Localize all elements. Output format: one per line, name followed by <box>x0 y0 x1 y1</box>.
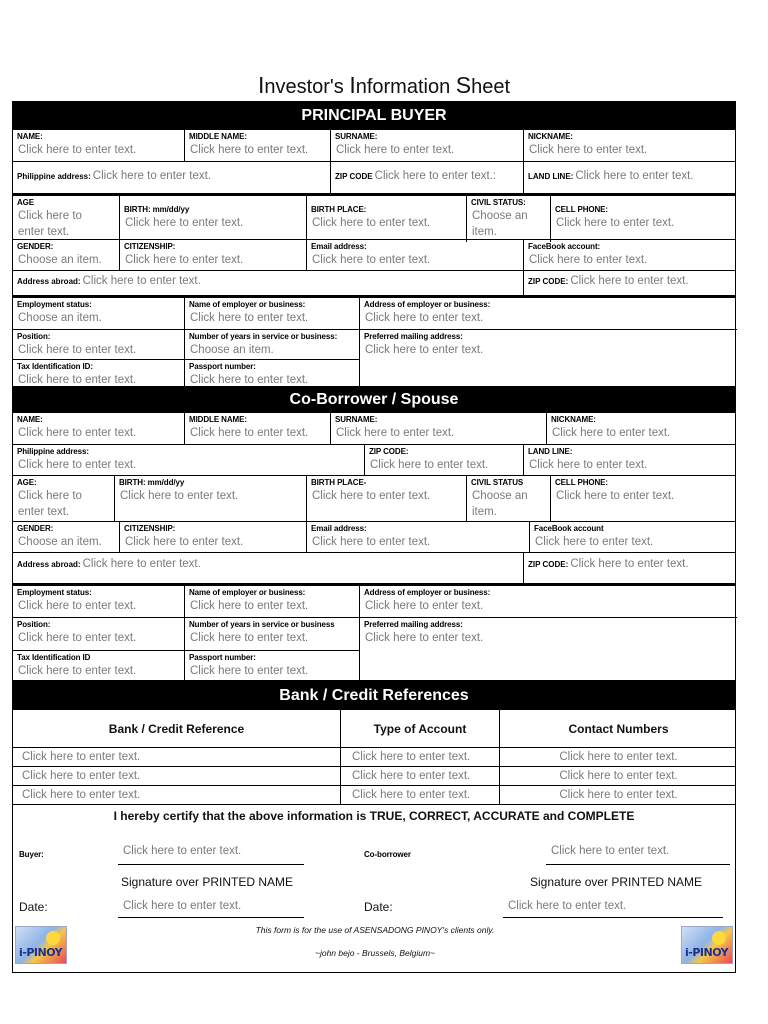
bank-type-input[interactable]: Click here to enter text. <box>340 748 499 767</box>
cb-nickname-field[interactable]: NICKNAME: Click here to enter text. <box>546 413 737 445</box>
bank-reference-input[interactable]: Click here to enter text. <box>22 789 141 801</box>
buyer-label: Buyer: <box>19 850 44 859</box>
pb-row-address <box>13 162 735 194</box>
bank-contact-input[interactable]: Click here to enter text. <box>499 748 737 767</box>
cb-name-field[interactable]: NAME: Click here to enter text. <box>17 415 137 439</box>
footer-note: This form is for the use of ASENSADONG PINOY's clients only. <box>255 925 495 935</box>
cb-birthplace-field[interactable]: BIRTH PLACE- Click here to enter text. <box>306 476 466 522</box>
cb-facebook-field[interactable]: FaceBook account Click here to enter text. <box>529 522 737 553</box>
cb-row-birth <box>13 476 735 522</box>
cb-years-field[interactable]: Number of years in service or business Click here to enter text. <box>184 617 359 650</box>
pb-citizenship-field[interactable]: CITIZENSHIP: Click here to enter text. <box>119 240 306 271</box>
bank-col-header-type: Type of Account <box>340 710 499 748</box>
cb-landline-field[interactable]: LAND LINE: Click here to enter text. <box>523 445 737 476</box>
buyer-date-input[interactable]: Click here to enter text. <box>118 898 304 918</box>
certification-statement: I hereby certify that the above information is TRUE, CORRECT, ACCURATE and COMPLETE <box>113 809 635 823</box>
bank-type-input[interactable]: Click here to enter text. <box>340 786 499 805</box>
buyer-signature-caption: Signature over PRINTED NAME <box>121 875 294 889</box>
coborrower-date-label: Date: <box>364 900 393 914</box>
pb-middle-name-field[interactable]: MIDDLE NAME: Click here to enter text. <box>184 130 330 162</box>
pb-employer-name-field[interactable]: Name of employer or business: Click here to enter text. <box>184 298 359 329</box>
coborrower-name-input[interactable]: Click here to enter text. <box>546 843 730 865</box>
pb-abroad-zip-field[interactable]: ZIP CODE: Click here to enter text. <box>523 271 737 296</box>
pb-passport-field[interactable]: Passport number: Click here to enter text. <box>184 359 359 389</box>
cb-abroad-zip-field[interactable]: ZIP CODE: Click here to enter text. <box>523 553 737 584</box>
cb-cell-phone-field[interactable]: CELL PHONE: Click here to enter text. <box>550 476 737 522</box>
page-title: Investor's Information Sheet <box>257 72 511 98</box>
cb-civil-status-select[interactable]: CIVIL STATUS Choose an item. <box>466 476 550 522</box>
bank-col-header-reference: Bank / Credit Reference <box>108 722 245 736</box>
asensadong-pinoy-logo-left: i-PINOY <box>15 926 67 964</box>
cb-row-contact <box>13 522 735 553</box>
cb-row-employment <box>13 584 735 681</box>
pb-row-abroad <box>13 271 735 296</box>
bank-col-header-contact: Contact Numbers <box>499 710 737 748</box>
cb-row-address <box>13 445 735 476</box>
asensadong-pinoy-logo-right: i-PINOY <box>681 926 733 964</box>
cb-mailing-address-field[interactable]: Preferred mailing address: Click here to enter text. <box>359 617 737 683</box>
cb-address-field[interactable]: Philippine address: Click here to enter text. <box>17 447 137 471</box>
cb-zip-field[interactable]: ZIP CODE: Click here to enter text. <box>364 445 523 476</box>
pb-row-birth <box>13 194 735 240</box>
buyer-name-input[interactable]: Click here to enter text. <box>118 843 304 865</box>
bank-row <box>13 767 735 786</box>
cb-row-names <box>13 413 735 445</box>
co-borrower-heading: Co-Borrower / Spouse <box>13 387 735 413</box>
cb-employer-address-field[interactable]: Address of employer or business: Click here to enter text. <box>359 586 737 617</box>
principal-buyer-heading: PRINCIPAL BUYER <box>13 102 735 130</box>
cb-tin-field[interactable]: Tax Identification ID Click here to enter text. <box>13 650 184 683</box>
pb-email-field[interactable]: Email address: Click here to enter text. <box>306 240 523 271</box>
cb-email-field[interactable]: Email address: Click here to enter text. <box>306 522 529 553</box>
cb-citizenship-field[interactable]: CITIZENSHIP: Click here to enter text. <box>119 522 306 553</box>
coborrower-label: Co-borrower <box>364 850 411 859</box>
cb-passport-field[interactable]: Passport number: Click here to enter text. <box>184 650 359 683</box>
pb-address-field[interactable]: Philippine address: Click here to enter text. <box>17 170 212 182</box>
coborrower-date-input[interactable]: Click here to enter text. <box>503 898 723 918</box>
buyer-date-label: Date: <box>19 900 48 914</box>
pb-cell-phone-field[interactable]: CELL PHONE: Click here to enter text. <box>550 196 737 242</box>
cb-birth-field[interactable]: BIRTH: mm/dd/yy Click here to enter text. <box>114 476 306 522</box>
pb-position-field[interactable]: Position: Click here to enter text. <box>13 329 184 359</box>
bank-references-heading: Bank / Credit References <box>13 681 735 710</box>
pb-surname-field[interactable]: SURNAME: Click here to enter text. <box>330 130 523 162</box>
cb-surname-field[interactable]: SURNAME: Click here to enter text. <box>330 413 546 445</box>
cb-middle-name-field[interactable]: MIDDLE NAME: Click here to enter text. <box>184 413 330 445</box>
pb-employer-address-field[interactable]: Address of employer or business: Click here to enter text. <box>359 298 737 329</box>
bank-header-row <box>13 710 735 748</box>
pb-birthplace-field[interactable]: BIRTH PLACE: Click here to enter text. <box>306 196 466 242</box>
pb-tin-field[interactable]: Tax Identification ID: Click here to enter text. <box>13 359 184 389</box>
cb-row-abroad <box>13 553 735 584</box>
pb-birth-field[interactable]: BIRTH: mm/dd/yy Click here to enter text. <box>119 196 306 242</box>
pb-landline-field[interactable]: LAND LINE: Click here to enter text. <box>523 162 737 194</box>
pb-facebook-field[interactable]: FaceBook account: Click here to enter text. <box>523 240 737 271</box>
bank-row <box>13 748 735 767</box>
cb-employment-status-field[interactable]: Employment status: Click here to enter text. <box>17 588 137 612</box>
cb-position-field[interactable]: Position: Click here to enter text. <box>13 617 184 650</box>
pb-civil-status-select[interactable]: CIVIL STATUS: Choose an item. <box>466 196 550 242</box>
cb-age-field[interactable]: AGE: Click here to enter text. <box>17 478 82 518</box>
pb-years-select[interactable]: Number of years in service or business: Choose an item. <box>184 329 359 359</box>
bank-row <box>13 786 735 805</box>
bank-contact-input[interactable]: Click here to enter text. <box>499 767 737 786</box>
pb-row-names <box>13 130 735 162</box>
cb-address-abroad-field[interactable]: Address abroad: Click here to enter text. <box>17 558 201 570</box>
cb-employer-name-field[interactable]: Name of employer or business: Click here to enter text. <box>184 586 359 617</box>
bank-type-input[interactable]: Click here to enter text. <box>340 767 499 786</box>
pb-row-employment <box>13 296 735 387</box>
footer-credit: ~john bejo - Brussels, Belgium~ <box>314 948 435 958</box>
pb-row-contact <box>13 240 735 271</box>
investor-form <box>12 101 736 973</box>
bank-reference-input[interactable]: Click here to enter text. <box>22 751 141 763</box>
bank-contact-input[interactable]: Click here to enter text. <box>499 786 737 805</box>
pb-zip-field[interactable]: ZIP CODE Click here to enter text.: <box>330 162 523 194</box>
signature-section <box>13 827 735 972</box>
pb-mailing-address-field[interactable]: Preferred mailing address: Click here to enter text. <box>359 329 737 389</box>
pb-gender-select[interactable]: GENDER: Choose an item. <box>17 242 102 266</box>
coborrower-signature-caption: Signature over PRINTED NAME <box>530 875 703 889</box>
pb-nickname-field[interactable]: NICKNAME: Click here to enter text. <box>523 130 737 162</box>
bank-reference-input[interactable]: Click here to enter text. <box>22 770 141 782</box>
cb-gender-select[interactable]: GENDER: Choose an item. <box>17 524 102 548</box>
pb-age-field[interactable]: AGE Click here to enter text. <box>17 198 82 238</box>
pb-address-abroad-field[interactable]: Address abroad: Click here to enter text. <box>17 275 201 287</box>
pb-name-field[interactable]: NAME: Click here to enter text. <box>17 132 137 156</box>
pb-employment-status-select[interactable]: Employment status: Choose an item. <box>17 300 102 324</box>
